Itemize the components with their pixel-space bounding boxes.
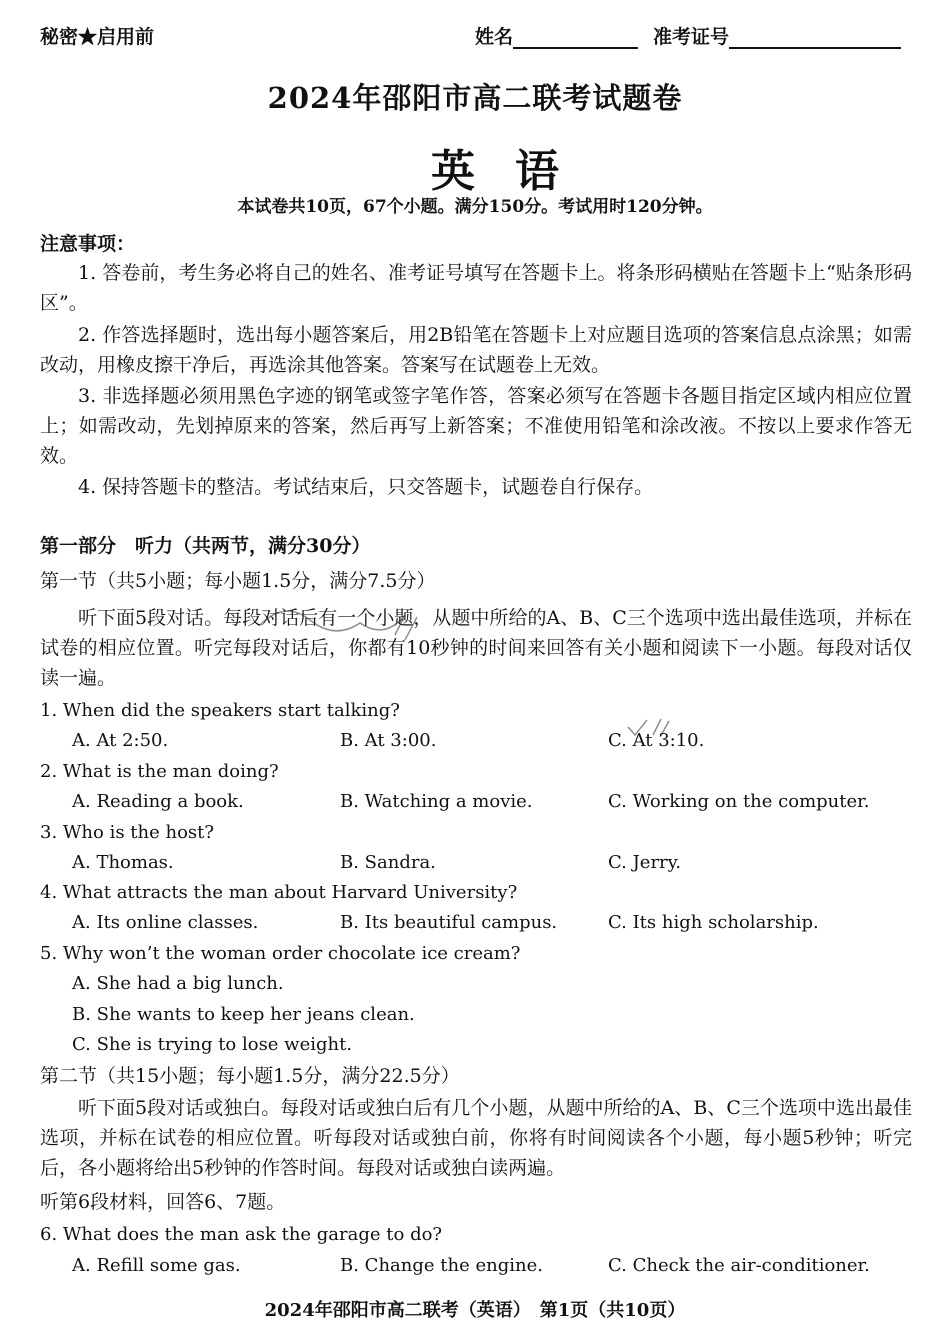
question-number: 2.: [40, 761, 58, 782]
section1-instructions: 听下面5段对话。每段对话后有一个小题，从题中所给的A、B、C三个选项中选出最佳选项，并标在试卷的相应位置。听完每段对话后，你都有10秒钟的时间来回答有关小题和阅读下一小题。每段对话仅读一遍。: [40, 607, 912, 689]
question-6-option-c: C. Check the air-conditioner.: [608, 1255, 870, 1276]
notes-heading: 注意事项：: [40, 233, 136, 255]
question-text: Who is the host?: [62, 822, 215, 843]
question-1: [40, 700, 400, 721]
question-4-option-c: C. Its high scholarship.: [608, 912, 819, 933]
question-5: [40, 943, 520, 964]
question-3: [40, 822, 214, 843]
question-6: [40, 1224, 442, 1245]
question-number: 1.: [40, 700, 58, 721]
question-1-option-b: B. At 3:00.: [340, 730, 437, 751]
question-5-option-a: A. She had a big lunch.: [72, 973, 284, 994]
name-underline: [513, 27, 638, 49]
note-item-2: 2. 作答选择题时，选出每小题答案后，用2B铅笔在答题卡上对应题目选项的答案信息点涂黑；如需改动，用橡皮擦干净后，再选涂其他答案。答案写在试题卷上无效。: [40, 324, 912, 376]
question-3-option-b: B. Sandra.: [340, 852, 436, 873]
question-1-option-a: A. At 2:50.: [72, 730, 169, 751]
question-text: What attracts the man about Harvard University?: [62, 882, 518, 903]
exam-title: 2024年邵阳市高二联考试题卷: [267, 81, 683, 115]
question-number: 5.: [40, 943, 58, 964]
id-underline: [729, 27, 901, 49]
section2-instructions: 听下面5段对话或独白。每段对话或独白后有几个小题，从题中所给的A、B、C三个选项中选出最佳选项，并标在试卷的相应位置。听每段对话或独白前，你将有时间阅读各个小题，每小题5秒钟；听完后，各小题将给出5秒钟的作答时间。每段对话或独白读两遍。: [40, 1097, 912, 1179]
question-2: [40, 761, 279, 782]
question-4: [40, 882, 517, 903]
question-3-option-c: C. Jerry.: [608, 852, 682, 873]
question-5-option-c: C. She is trying to lose weight.: [72, 1034, 353, 1055]
question-number: 3.: [40, 822, 58, 843]
question-1-option-c: C. At 3:10.: [608, 730, 705, 751]
question-5-option-b: B. She wants to keep her jeans clean.: [72, 1004, 415, 1025]
question-text: What is the man doing?: [62, 761, 279, 782]
question-text: What does the man ask the garage to do?: [62, 1224, 443, 1245]
id-field: [653, 22, 901, 49]
name-label: 姓名: [475, 26, 514, 48]
exam-subtitle: 本试卷共10页，67个小题。满分150分。考试用时120分钟。: [237, 197, 713, 217]
confidential-label: 秘密★启用前: [40, 26, 155, 48]
subject-title: 英语: [431, 146, 599, 197]
note-item-4: 4. 保持答题卡的整洁。考试结束后，只交答题卡，试题卷自行保存。: [78, 476, 654, 498]
question-6-option-a: A. Refill some gas.: [72, 1255, 241, 1276]
question-text: When did the speakers start talking?: [62, 700, 400, 721]
question-number: 4.: [40, 882, 58, 903]
question-number: 6.: [40, 1224, 58, 1245]
section1-heading: 第一节（共5小题；每小题1.5分，满分7.5分）: [40, 570, 436, 592]
section2-heading: 第二节（共15小题；每小题1.5分，满分22.5分）: [40, 1065, 460, 1087]
material-note: 听第6段材料，回答6、7题。: [40, 1191, 286, 1213]
page-footer: 2024年邵阳市高二联考（英语） 第1页（共10页）: [264, 1300, 686, 1321]
question-3-option-a: A. Thomas.: [72, 852, 174, 873]
question-2-option-c: C. Working on the computer.: [608, 791, 870, 812]
id-label: 准考证号: [653, 26, 730, 48]
question-4-option-a: A. Its online classes.: [72, 912, 259, 933]
question-2-option-b: B. Watching a movie.: [340, 791, 533, 812]
question-text: Why won’t the woman order chocolate ice cream?: [62, 943, 521, 964]
note-item-1: 1. 答卷前，考生务必将自己的姓名、准考证号填写在答题卡上。将条形码横贴在答题卡上“贴条形码区”。: [40, 262, 912, 314]
handwritten-scribble: [255, 595, 435, 655]
question-4-option-b: B. Its beautiful campus.: [340, 912, 558, 933]
question-2-option-a: A. Reading a book.: [72, 791, 244, 812]
name-field: [475, 22, 638, 49]
note-item-3: 3. 非选择题必须用黑色字迹的钢笔或签字笔作答，答案必须写在答题卡各题目指定区域内相应位置上；如需改动，先划掉原来的答案，然后再写上新答案；不准使用铅笔和涂改液。不按以上要求作答无效。: [40, 385, 912, 467]
part1-heading: 第一部分 听力（共两节，满分30分）: [40, 535, 371, 557]
question-6-option-b: B. Change the engine.: [340, 1255, 543, 1276]
